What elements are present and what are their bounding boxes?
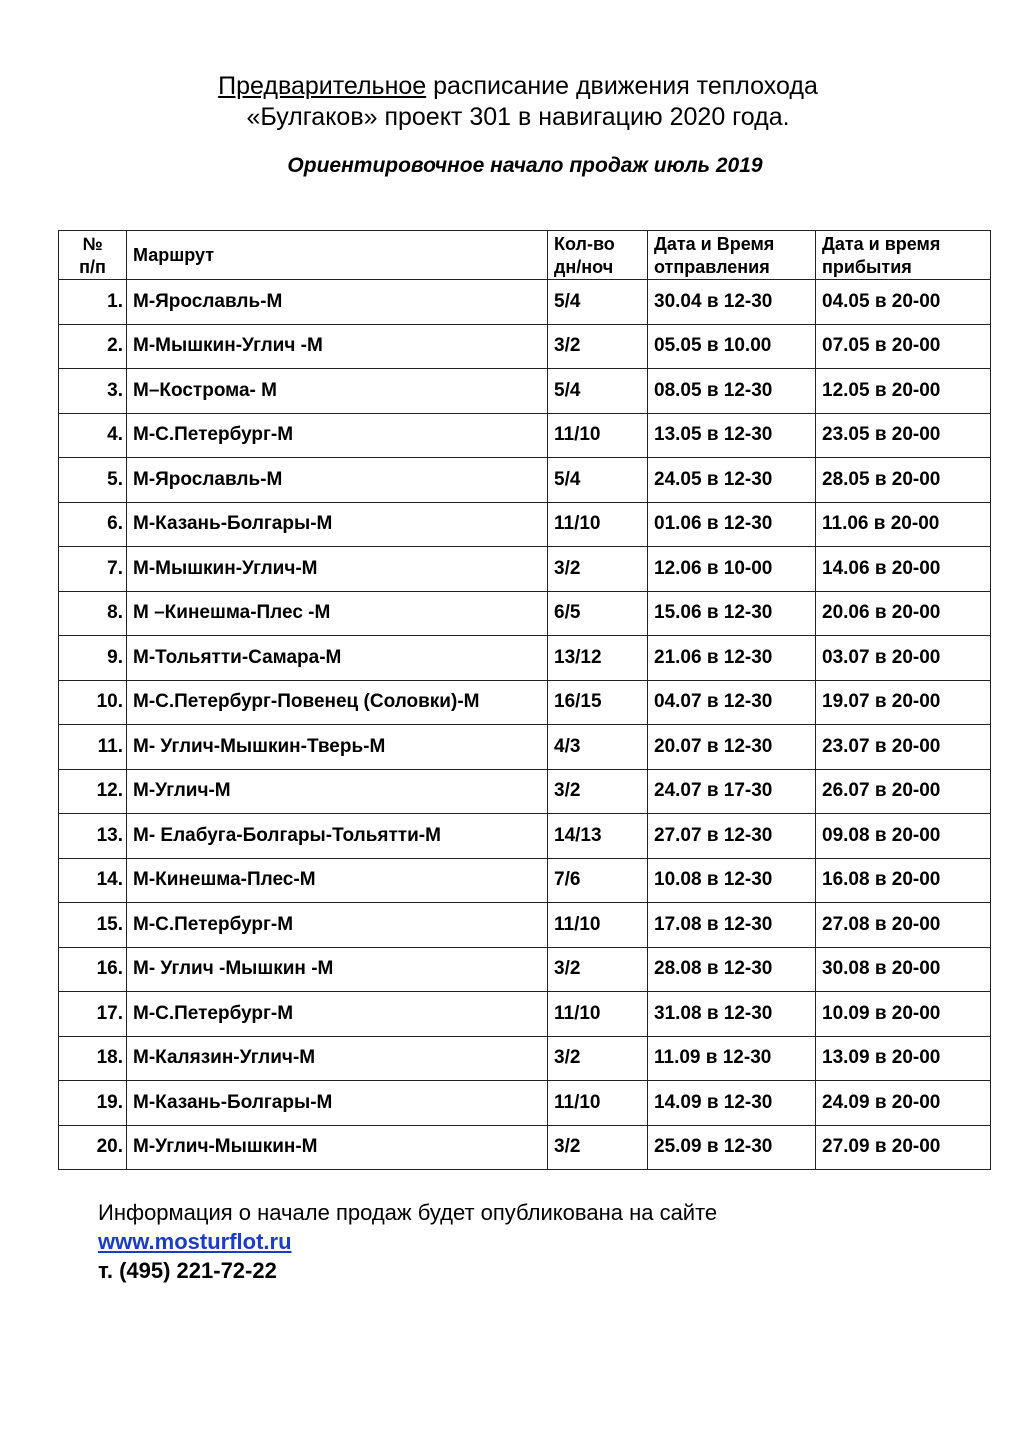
row-days: 6/5 [548, 591, 648, 636]
row-route: М –Кинешма-Плес -М [127, 591, 548, 636]
table-row [59, 992, 991, 1037]
row-departure: 24.07 в 17-30 [648, 769, 816, 814]
row-route: М-Углич-М [127, 769, 548, 814]
row-departure: 05.05 в 10.00 [648, 324, 816, 369]
header-departure: Дата и Время отправления [648, 231, 816, 280]
row-arrival: 27.08 в 20-00 [816, 903, 991, 948]
row-days: 11/10 [548, 992, 648, 1037]
row-departure: 27.07 в 12-30 [648, 814, 816, 859]
table-row [59, 1125, 991, 1170]
row-num: 11. [59, 725, 127, 770]
row-departure: 28.08 в 12-30 [648, 947, 816, 992]
row-days: 13/12 [548, 636, 648, 681]
table-row [59, 947, 991, 992]
table-row [59, 903, 991, 948]
row-days: 16/15 [548, 680, 648, 725]
row-days: 3/2 [548, 324, 648, 369]
row-num: 8. [59, 591, 127, 636]
footer [98, 1198, 717, 1285]
row-days: 5/4 [548, 369, 648, 414]
row-days: 5/4 [548, 458, 648, 503]
table-row [59, 725, 991, 770]
row-route: М-С.Петербург-М [127, 413, 548, 458]
title-rest: расписание движения теплохода [426, 72, 818, 100]
row-num: 7. [59, 547, 127, 592]
row-days: 4/3 [548, 725, 648, 770]
header-arrival: Дата и время прибытия [816, 231, 991, 280]
row-arrival: 30.08 в 20-00 [816, 947, 991, 992]
row-num: 2. [59, 324, 127, 369]
row-num: 17. [59, 992, 127, 1037]
row-departure: 01.06 в 12-30 [648, 502, 816, 547]
row-num: 14. [59, 858, 127, 903]
row-days: 3/2 [548, 947, 648, 992]
row-departure: 15.06 в 12-30 [648, 591, 816, 636]
table-row [59, 636, 991, 681]
row-arrival: 14.06 в 20-00 [816, 547, 991, 592]
row-days: 3/2 [548, 1125, 648, 1170]
row-route: М-Ярославль-М [127, 280, 548, 325]
table-row [59, 280, 991, 325]
title-line-1 [6, 70, 1024, 102]
row-departure: 14.09 в 12-30 [648, 1081, 816, 1126]
table-row [59, 413, 991, 458]
footer-info: Информация о начале продаж будет опубликована на сайте [98, 1200, 718, 1225]
row-arrival: 16.08 в 20-00 [816, 858, 991, 903]
row-arrival: 07.05 в 20-00 [816, 324, 991, 369]
row-days: 11/10 [548, 903, 648, 948]
row-arrival: 03.07 в 20-00 [816, 636, 991, 681]
row-arrival: 10.09 в 20-00 [816, 992, 991, 1037]
row-route: М- Углич-Мышкин-Тверь-М [127, 725, 548, 770]
row-route: М-Казань-Болгары-М [127, 1081, 548, 1126]
row-num: 6. [59, 502, 127, 547]
row-departure: 17.08 в 12-30 [648, 903, 816, 948]
table-row [59, 502, 991, 547]
table-row [59, 458, 991, 503]
row-days: 3/2 [548, 1036, 648, 1081]
row-departure: 10.08 в 12-30 [648, 858, 816, 903]
table-row [59, 369, 991, 414]
row-route: М-Ярославль-М [127, 458, 548, 503]
row-num: 19. [59, 1081, 127, 1126]
row-arrival: 19.07 в 20-00 [816, 680, 991, 725]
table-row [59, 324, 991, 369]
header-days: Кол-во дн/ноч [548, 231, 648, 280]
row-route: М-Мышкин-Углич -М [127, 324, 548, 369]
table-row [59, 1036, 991, 1081]
row-arrival: 23.05 в 20-00 [816, 413, 991, 458]
row-route: М-Тольятти-Самара-М [127, 636, 548, 681]
row-days: 3/2 [548, 769, 648, 814]
header-num: № п/п [59, 231, 127, 280]
row-departure: 08.05 в 12-30 [648, 369, 816, 414]
row-route: М-Мышкин-Углич-М [127, 547, 548, 592]
row-num: 4. [59, 413, 127, 458]
footer-phone: т. (495) 221-72-22 [98, 1258, 277, 1283]
row-arrival: 24.09 в 20-00 [816, 1081, 991, 1126]
row-arrival: 20.06 в 20-00 [816, 591, 991, 636]
row-departure: 11.09 в 12-30 [648, 1036, 816, 1081]
row-departure: 12.06 в 10-00 [648, 547, 816, 592]
row-departure: 13.05 в 12-30 [648, 413, 816, 458]
table-row [59, 858, 991, 903]
row-route: М-Кинешма-Плес-М [127, 858, 548, 903]
row-num: 3. [59, 369, 127, 414]
row-arrival: 27.09 в 20-00 [816, 1125, 991, 1170]
row-route: М–Кострома- М [127, 369, 548, 414]
row-arrival: 28.05 в 20-00 [816, 458, 991, 503]
row-num: 16. [59, 947, 127, 992]
row-departure: 25.09 в 12-30 [648, 1125, 816, 1170]
row-days: 14/13 [548, 814, 648, 859]
table-row [59, 814, 991, 859]
row-num: 9. [59, 636, 127, 681]
header-row [59, 231, 991, 280]
row-route: М- Углич -Мышкин -М [127, 947, 548, 992]
row-days: 7/6 [548, 858, 648, 903]
row-days: 5/4 [548, 280, 648, 325]
row-days: 11/10 [548, 502, 648, 547]
row-num: 13. [59, 814, 127, 859]
row-num: 5. [59, 458, 127, 503]
table-row [59, 769, 991, 814]
row-arrival: 09.08 в 20-00 [816, 814, 991, 859]
row-num: 10. [59, 680, 127, 725]
subtitle: Ориентировочное начало продаж июль 2019 [287, 154, 763, 177]
title-line-2: «Булгаков» проект 301 в навигацию 2020 года. [246, 103, 790, 131]
site-link[interactable]: www.mosturflot.ru [98, 1229, 292, 1254]
table-row [59, 547, 991, 592]
row-days: 11/10 [548, 1081, 648, 1126]
row-departure: 24.05 в 12-30 [648, 458, 816, 503]
row-num: 20. [59, 1125, 127, 1170]
schedule-table [58, 230, 991, 1170]
row-days: 3/2 [548, 547, 648, 592]
row-route: М-Углич-Мышкин-М [127, 1125, 548, 1170]
row-route: М-С.Петербург-Повенец (Соловки)-М [127, 680, 548, 725]
row-departure: 31.08 в 12-30 [648, 992, 816, 1037]
row-departure: 30.04 в 12-30 [648, 280, 816, 325]
table-row [59, 591, 991, 636]
row-days: 11/10 [548, 413, 648, 458]
row-departure: 21.06 в 12-30 [648, 636, 816, 681]
row-route: М-Калязин-Углич-М [127, 1036, 548, 1081]
row-arrival: 12.05 в 20-00 [816, 369, 991, 414]
row-arrival: 11.06 в 20-00 [816, 502, 991, 547]
title-underlined: Предварительное [218, 72, 427, 100]
row-num: 18. [59, 1036, 127, 1081]
row-arrival: 23.07 в 20-00 [816, 725, 991, 770]
row-num: 1. [59, 280, 127, 325]
row-arrival: 13.09 в 20-00 [816, 1036, 991, 1081]
row-route: М-С.Петербург-М [127, 992, 548, 1037]
row-num: 12. [59, 769, 127, 814]
row-departure: 04.07 в 12-30 [648, 680, 816, 725]
row-arrival: 04.05 в 20-00 [816, 280, 991, 325]
header-route: Маршрут [127, 231, 548, 280]
row-route: М-Казань-Болгары-М [127, 502, 548, 547]
row-num: 15. [59, 903, 127, 948]
table-row [59, 1081, 991, 1126]
table-row [59, 680, 991, 725]
row-route: М-С.Петербург-М [127, 903, 548, 948]
row-route: М- Елабуга-Болгары-Тольятти-М [127, 814, 548, 859]
row-arrival: 26.07 в 20-00 [816, 769, 991, 814]
row-departure: 20.07 в 12-30 [648, 725, 816, 770]
